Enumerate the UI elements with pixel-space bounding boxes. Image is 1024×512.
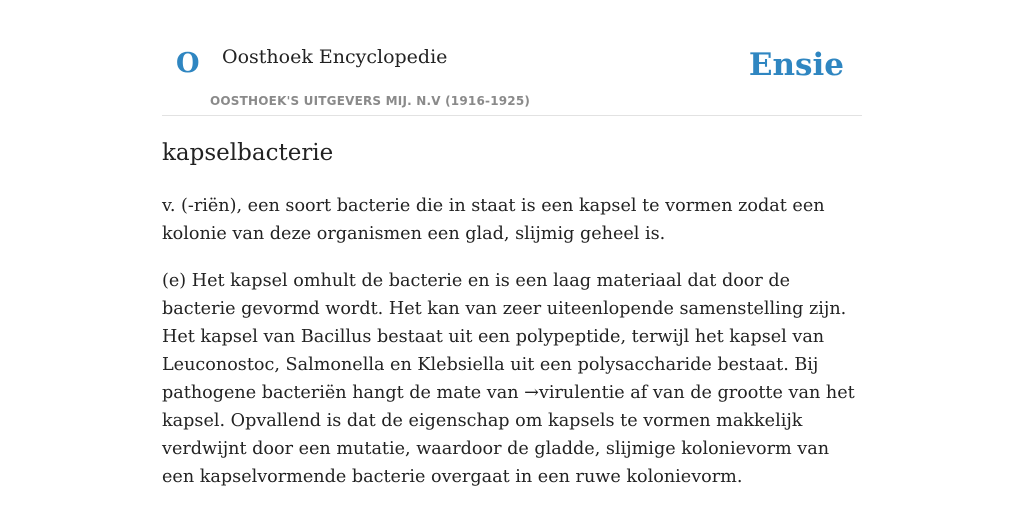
source-publisher: OOSTHOEK'S UITGEVERS MIJ. N.V (1916-1925) (210, 94, 531, 108)
page-container (162, 0, 862, 487)
entry-definition: v. (-riën), een soort bacterie die in staat is een kapsel te vormen zodat een kolonie van deze organismen een glad, slijmig geheel is. (162, 196, 825, 244)
ensie-brand-link[interactable]: Ensie (748, 47, 844, 83)
entry-description (162, 267, 862, 491)
virulentie-link[interactable]: →virulentie (524, 383, 625, 403)
source-header (162, 0, 862, 116)
entry-title: kapselbacterie (162, 140, 334, 166)
description-text-end: af van de grootte van het kapsel. Opvallend is dat de eigenschap om kapsels te vormen makkelijk verdwijnt door een mutatie, waardoor de gladde, slijmige kolonievorm van een kapselvormende bacterie overgaat in een ruwe kolonievorm. (162, 383, 855, 487)
source-title[interactable]: Oosthoek Encyclopedie (222, 46, 448, 68)
description-text-start: (e) Het kapsel omhult de bacterie en is een laag materiaal dat door de bacterie gevormd wordt. Het kan van zeer uiteenlopende samenstelling zijn. Het kapsel van Bacillus bestaat uit een polypeptide, terwijl het kapsel van Leuconostoc, Salmonella en Klebsiella uit een polysaccharide bestaat. Bij pathogene bacteriën hangt de mate van (162, 271, 847, 403)
source-logo-icon: O (176, 48, 200, 79)
